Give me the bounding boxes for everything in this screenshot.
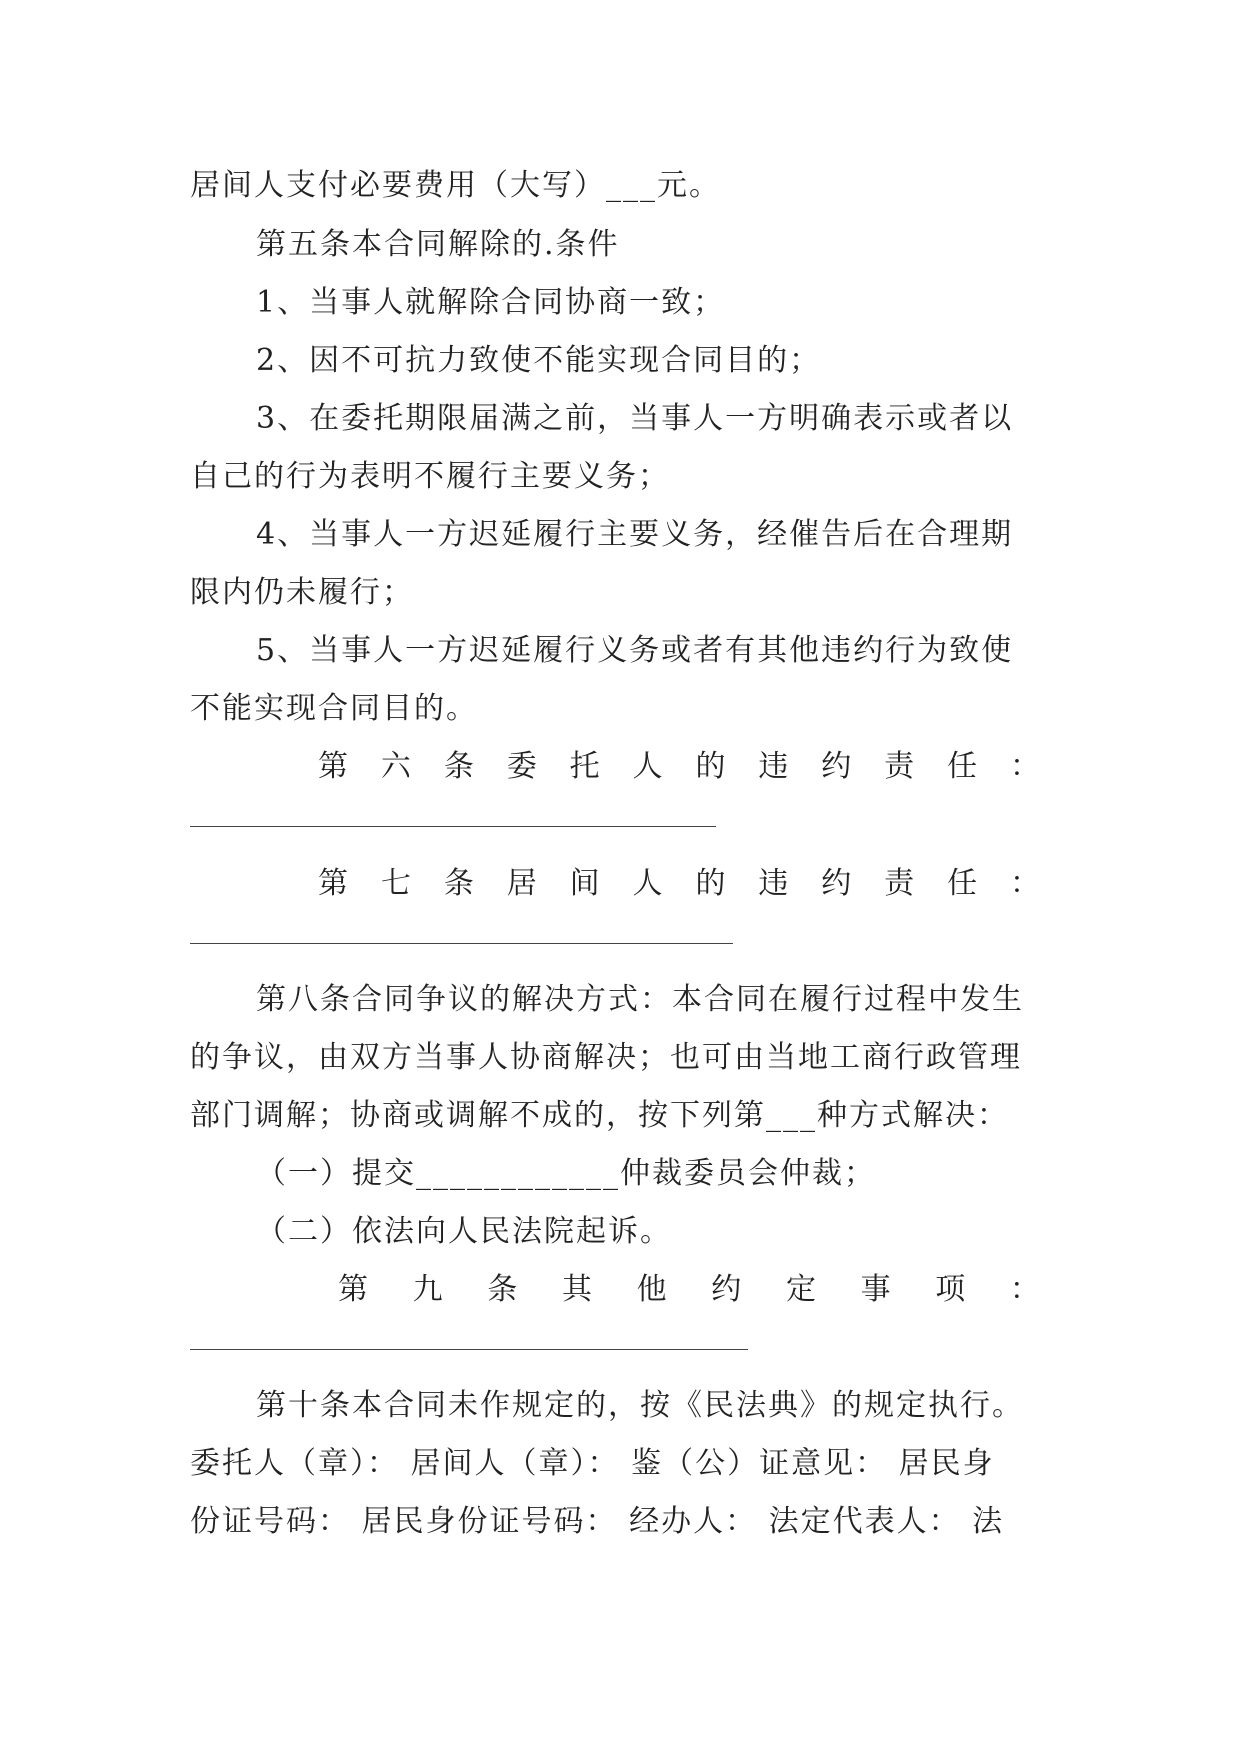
signature-line: 委托人（章）： 居间人（章）： 鉴（公）证意见： 居民身 (190, 1446, 995, 1481)
blank-fill-line (190, 943, 733, 944)
article-7-heading: 第 七 条 居 间 人 的 违 约 责 任 ： (318, 866, 1040, 901)
clause-item-continued: 不能实现合同目的。 (190, 691, 478, 726)
dispute-option: （一）提交____________仲裁委员会仲裁； (256, 1156, 876, 1191)
article-9-heading: 第 九 条 其 他 约 定 事 项 ： (338, 1272, 1040, 1307)
clause-item-continued: 自己的行为表明不履行主要义务； (190, 459, 670, 494)
article-10-text: 第十条本合同未作规定的，按《民法典》的规定执行。 (256, 1388, 1024, 1423)
article-8-text: 部门调解；协商或调解不成的，按下列第___种方式解决： (190, 1098, 1009, 1133)
blank-fill-line (190, 1349, 748, 1350)
clause-item: 5、当事人一方迟延履行义务或者有其他违约行为致使 (256, 633, 1014, 668)
clause-item: 1、当事人就解除合同协商一致； (256, 285, 726, 320)
text-line: 居间人支付必要费用（大写）___元。 (190, 168, 721, 203)
article-5-heading: 第五条本合同解除的.条件 (256, 227, 620, 262)
dispute-option: （二）依法向人民法院起诉。 (256, 1214, 672, 1249)
clause-item-continued: 限内仍未履行； (190, 575, 414, 610)
clause-item: 3、在委托期限届满之前，当事人一方明确表示或者以 (256, 401, 1014, 436)
clause-item: 4、当事人一方迟延履行主要义务，经催告后在合理期 (256, 517, 1014, 552)
clause-item: 2、因不可抗力致使不能实现合同目的； (256, 343, 822, 378)
blank-fill-line (190, 826, 716, 827)
article-6-heading: 第 六 条 委 托 人 的 违 约 责 任 ： (318, 749, 1040, 784)
article-8-text: 第八条合同争议的解决方式：本合同在履行过程中发生 (256, 982, 1024, 1017)
signature-line: 份证号码： 居民身份证号码： 经办人： 法定代表人： 法 (190, 1504, 1005, 1539)
article-8-text: 的争议，由双方当事人协商解决；也可由当地工商行政管理 (190, 1040, 1022, 1075)
